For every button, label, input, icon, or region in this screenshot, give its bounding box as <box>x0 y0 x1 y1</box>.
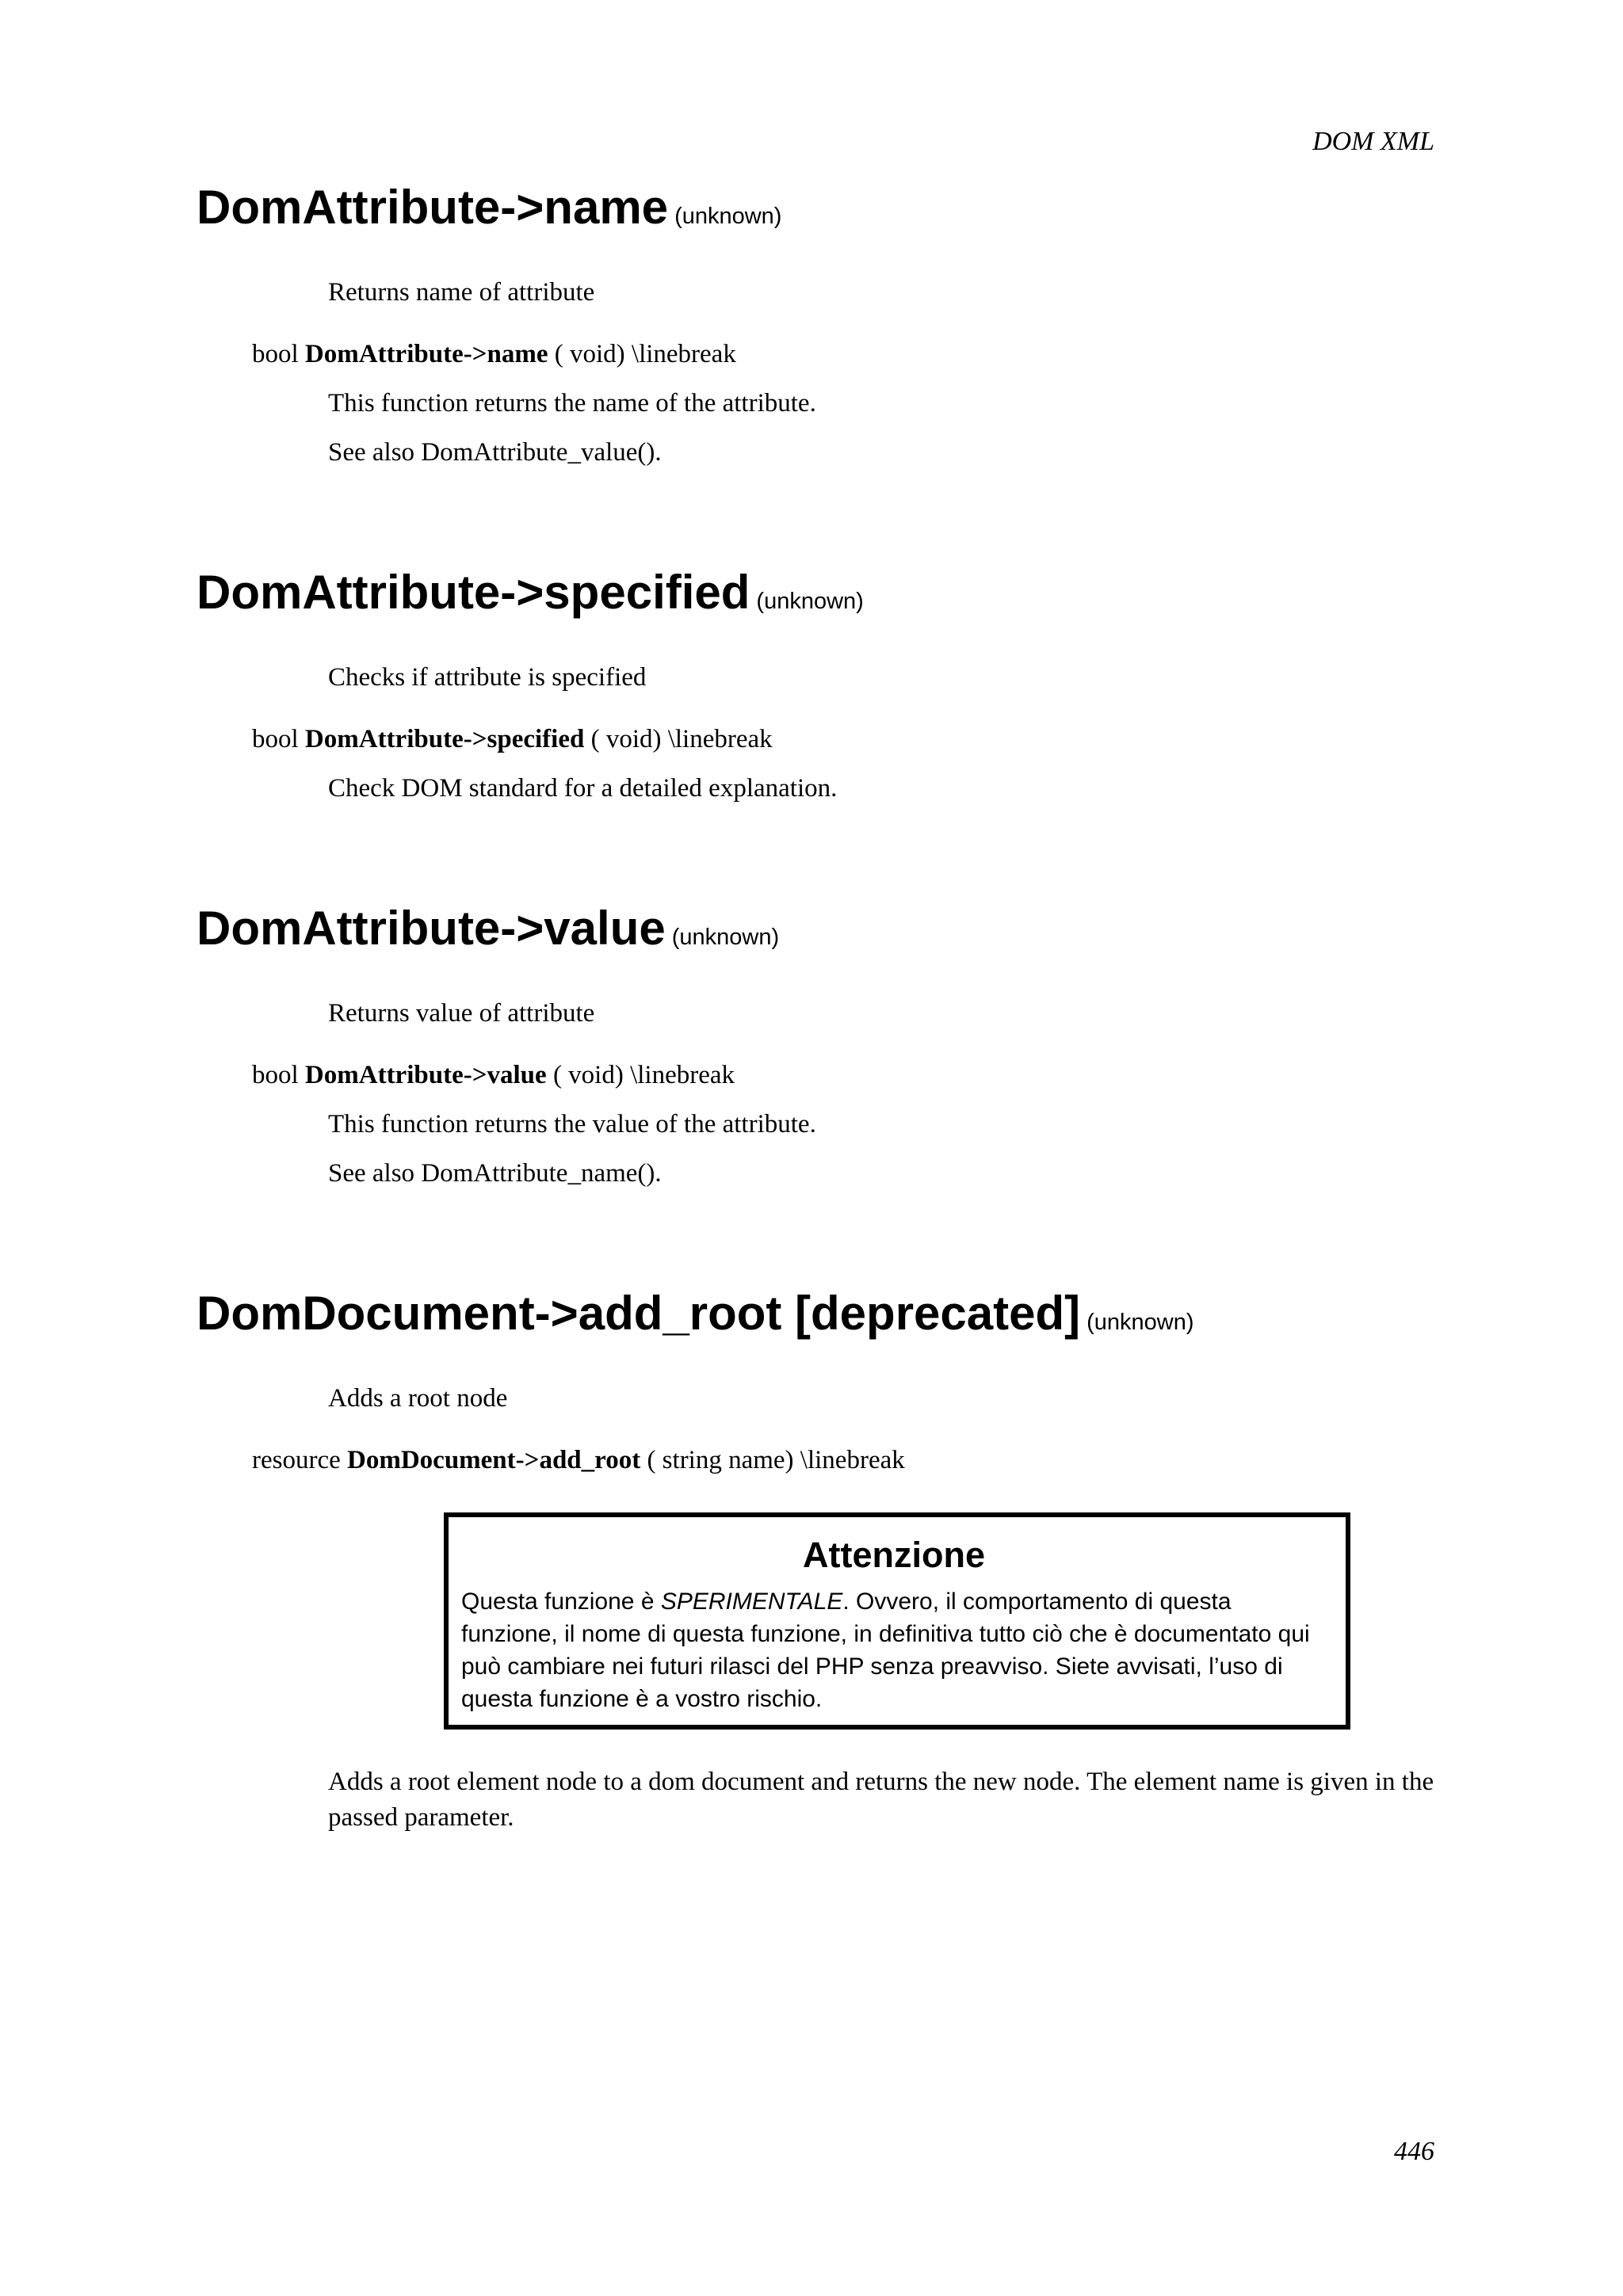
entry-status: (unknown) <box>671 925 780 950</box>
entry-title <box>197 900 1433 966</box>
function-name: DomAttribute->value <box>304 1061 547 1089</box>
return-type: bool <box>252 340 299 368</box>
function-args: ( void) \linebreak <box>548 340 736 368</box>
function-name: DomDocument->add_root <box>347 1446 641 1474</box>
entry-title <box>197 1285 1433 1351</box>
function-name: DomAttribute->name <box>304 340 548 368</box>
entry-status: (unknown) <box>1086 1310 1194 1335</box>
entry-purpose: Returns name of attribute <box>328 278 595 307</box>
warning-title: Attenzione <box>803 1535 985 1575</box>
entry-description: This function returns the value of the attribute. <box>328 1110 816 1138</box>
entry-title-text: DomDocument->add_root [deprecated] <box>197 1287 1081 1340</box>
entry-description: Adds a root element node to a dom document and returns the new node. The element name is given in the passed parameter. <box>328 1768 1434 1832</box>
function-synopsis <box>252 722 1433 757</box>
entry-purpose: Returns value of attribute <box>328 999 595 1028</box>
function-args: ( string name) \linebreak <box>640 1446 905 1474</box>
function-synopsis <box>252 1443 1433 1478</box>
page-number: 446 <box>1394 2137 1434 2166</box>
entry-description: Check DOM standard for a detailed explanation. <box>328 774 838 803</box>
warning-text-after: . Ovvero, il comportamento di questa funzione, il nome di questa funzione, in definitiva tutto ciò che è documentato qui può cambiare nei futuri rilasci del PHP senza preavviso. Siete avvisati, l’uso di questa funzione è a vostro rischio. <box>461 1589 1310 1712</box>
running-header: DOM XML <box>1312 127 1434 156</box>
entry-title <box>197 564 1433 630</box>
return-type: bool <box>252 725 299 753</box>
see-also: See also DomAttribute_name(). <box>328 1159 662 1188</box>
function-args: ( void) \linebreak <box>546 1061 735 1089</box>
entry-title-text: DomAttribute->specified <box>197 566 750 619</box>
warning-text <box>461 1585 1327 1715</box>
entry-title <box>197 179 1433 245</box>
warning-emphasis: SPERIMENTALE <box>660 1589 843 1615</box>
entry-domattribute-value <box>197 900 1433 1191</box>
entry-domdocument-add-root <box>197 1285 1433 1836</box>
return-type: resource <box>252 1446 341 1474</box>
function-args: ( void) \linebreak <box>584 725 773 753</box>
entry-description: This function returns the name of the attribute. <box>328 389 816 418</box>
entry-purpose: Adds a root node <box>328 1384 508 1413</box>
warning-text-before: Questa funzione è <box>461 1589 661 1615</box>
return-type: bool <box>252 1061 299 1089</box>
see-also: See also DomAttribute_value(). <box>328 438 662 467</box>
entry-domattribute-name <box>197 179 1433 470</box>
warning-box <box>444 1512 1350 1730</box>
function-name: DomAttribute->specified <box>304 725 585 753</box>
entry-title-text: DomAttribute->name <box>197 181 669 234</box>
entry-status: (unknown) <box>674 204 782 229</box>
entry-status: (unknown) <box>756 589 864 614</box>
entry-purpose: Checks if attribute is specified <box>328 663 647 692</box>
entry-domattribute-specified <box>197 564 1433 806</box>
entry-title-text: DomAttribute->value <box>197 902 666 955</box>
function-synopsis <box>252 1058 1433 1093</box>
function-synopsis <box>252 337 1433 372</box>
